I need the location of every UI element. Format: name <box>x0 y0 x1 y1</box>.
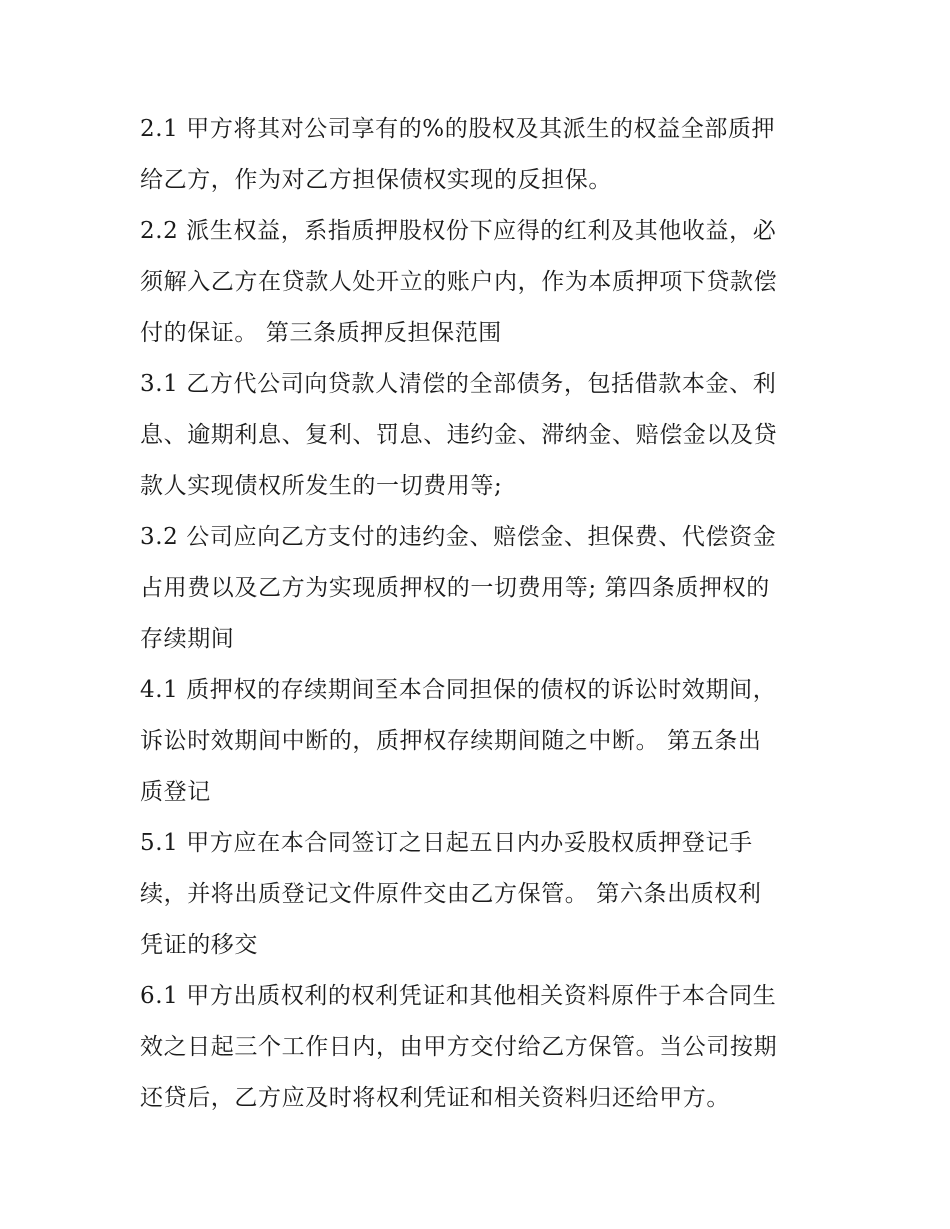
text-line: 续，并将出质登记文件原件交由乙方保管。 第六条出质权利 <box>140 881 762 907</box>
text-line: 付的保证。 第三条质押反担保范围 <box>140 320 502 346</box>
text-line: 2.1 甲方将其对公司享有的%的股权及其派生的权益全部质押 <box>140 116 776 142</box>
text-line: 2.2 派生权益，系指质押股权份下应得的红利及其他收益，必 <box>140 218 777 244</box>
text-line: 诉讼时效期间中断的，质押权存续期间随之中断。 第五条出 <box>140 728 762 754</box>
text-line: 5.1 甲方应在本合同签订之日起五日内办妥股权质押登记手 <box>140 830 753 856</box>
text-line: 给乙方，作为对乙方担保债权实现的反担保。 <box>140 167 612 193</box>
text-line: 息、逾期利息、复利、罚息、违约金、滞纳金、赔偿金以及贷 <box>140 422 778 448</box>
text-line: 款人实现债权所发生的一切费用等; <box>140 473 503 499</box>
text-line: 占用费以及乙方为实现质押权的一切费用等; 第四条质押权的 <box>140 575 770 601</box>
text-line: 质登记 <box>140 779 211 805</box>
text-line: 存续期间 <box>140 626 235 652</box>
text-line: 还贷后，乙方应及时将权利凭证和相关资料归还给甲方。 <box>140 1085 730 1111</box>
text-line: 须解入乙方在贷款人处开立的账户内，作为本质押项下贷款偿 <box>140 269 778 295</box>
text-line: 效之日起三个工作日内，由甲方交付给乙方保管。当公司按期 <box>140 1034 778 1060</box>
document-body <box>140 104 820 1124</box>
text-line: 4.1 质押权的存续期间至本合同担保的债权的诉讼时效期间， <box>140 677 777 703</box>
text-line: 凭证的移交 <box>140 932 258 958</box>
text-line: 3.1 乙方代公司向贷款人清偿的全部债务，包括借款本金、利 <box>140 371 777 397</box>
text-line: 6.1 甲方出质权利的权利凭证和其他相关资料原件于本合同生 <box>140 983 777 1009</box>
text-line: 3.2 公司应向乙方支付的违约金、赔偿金、担保费、代偿资金 <box>140 524 777 550</box>
